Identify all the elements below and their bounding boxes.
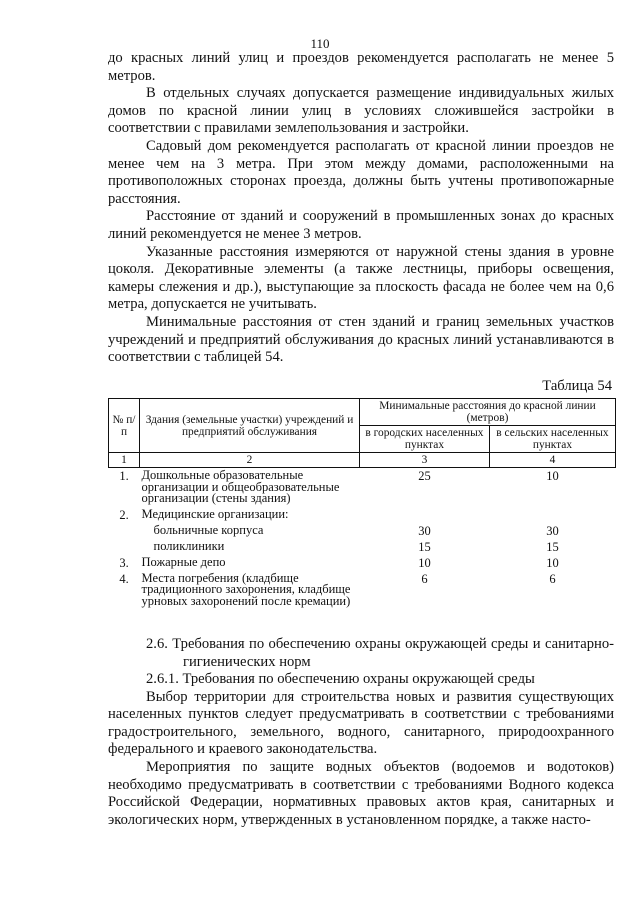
row-urban: 25 [418,469,431,483]
table-row [109,523,616,539]
header-rural: в сельских населенных пунктах [489,426,615,453]
body-text-bottom [108,671,614,829]
table-54 [108,398,616,609]
paragraph: Указанные расстояния измеряются от наружной стены здания в уровне цоколя. Декоративные элементы (а также лестницы, приборы освещения, камеры слежения и др.), выступающие за плоскость фасада не более чем на 0,6 метра, допускается не учитывать. [108,243,614,313]
body-text-top [108,50,614,367]
table-row [109,507,616,523]
subsection-heading: 2.6.1. Требования по обеспечению охраны окружающей среды [146,671,535,687]
column-number: 3 [360,453,490,468]
paragraph: Мероприятия по защите водных объектов (водоемов и водотоков) необходимо предусматривать в соответствии с требованиями Водного кодекса Российской Федерации, нормативных правовых актов края, санитарных и экологических норм, утвержденных в установленном порядке, а также насто- [108,758,614,828]
row-urban [360,507,490,523]
row-num [109,539,140,555]
table-row [109,539,616,555]
row-num [109,523,140,539]
row-name: Места погребения (кладбище традиционного захоронения, кладбище урновых захоронений после кремации) [141,570,351,608]
row-rural: 15 [546,539,559,554]
row-rural: 30 [546,523,559,538]
paragraph: Расстояние от зданий и сооружений в промышленных зонах до красных линий рекомендуется не менее 3 метров. [108,208,614,242]
row-name: поликлиники [153,538,225,553]
section-heading-text: 2.6. Требования по обеспечению охраны окружающей среды и санитарно-гигиенических норм [146,636,614,670]
paragraph: В отдельных случаях допускается размещение индивидуальных жилых домов по красной линии улиц в условиях сложившейся застройки в соответствии с правилами землепользования и застройки. [108,85,614,137]
table-row [109,468,616,507]
row-rural: 6 [549,571,556,586]
header-num: № п/п [109,399,140,453]
row-rural: 10 [546,469,559,483]
row-name: Пожарные депо [141,554,226,569]
table-row [109,571,616,610]
row-urban: 30 [418,523,431,538]
row-num: 4. [119,571,129,586]
row-num: 2. [119,507,129,522]
row-urban: 10 [418,555,431,570]
row-urban: 6 [421,571,428,586]
row-urban: 15 [418,539,431,554]
paragraph: Выбор территории для строительства новых и развития существующих населенных пунктов следует предусматривать в соответствии с требованиями градостроительного, земельного, водного, санитарного, природоохранного федерального и краевого законодательства. [108,688,614,758]
section-heading [146,636,614,671]
column-number: 4 [489,453,615,468]
paragraph: Садовый дом рекомендуется располагать от красной линии проездов не менее чем на 3 метра. При этом между домами, расположенными на противоположных сторонах проезда, должны быть учтены противопожарные расстояния. [108,137,614,207]
header-urban: в городских населенных пунктах [360,426,490,453]
table-row [109,555,616,571]
row-num: 3. [119,555,129,570]
column-number: 1 [109,453,140,468]
row-rural: 10 [546,555,559,570]
header-group: Минимальные расстояния до красной линии (метров) [360,399,616,426]
table-caption: Таблица 54 [542,378,612,394]
row-name: Дошкольные образовательные организации и общеобразовательные организации (стены здания) [141,468,340,505]
row-name: больничные корпуса [153,522,264,537]
header-name: Здания (земельные участки) учреждений и предприятий обслуживания [140,399,360,453]
paragraph: до красных линий улиц и проездов рекомендуется располагать не менее 5 метров. [108,50,614,84]
paragraph: Минимальные расстояния от стен зданий и границ земельных участков учреждений и предприятий обслуживания до красных линий устанавливаются в соответствии с таблицей 54. [108,313,614,366]
row-rural [489,507,615,523]
row-num: 1. [119,469,129,483]
column-number: 2 [140,453,360,468]
page-number: 110 [310,36,330,51]
row-name: Медицинские организации: [141,506,289,521]
